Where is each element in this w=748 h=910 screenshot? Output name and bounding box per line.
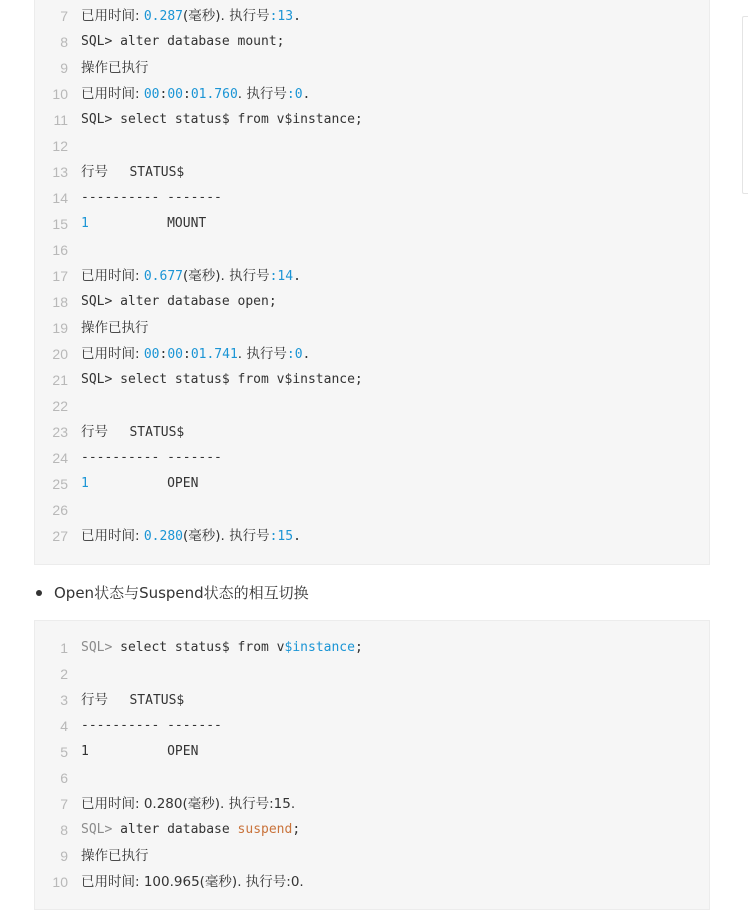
code-token: 0.287: [143, 9, 183, 24]
code-token: 01.741: [190, 347, 238, 362]
line-number: 17: [52, 268, 68, 284]
code-token: 已用时间: 0.280(毫秒). 执行号:15.: [81, 796, 296, 812]
code-line: [35, 635, 709, 661]
code-token: SQL> select status$ from v$instance;: [81, 112, 363, 127]
code-text: [81, 687, 184, 714]
code-token: select status$ from v: [120, 640, 285, 655]
code-line: [35, 211, 709, 237]
line-number: 15: [52, 216, 68, 232]
code-line: [35, 419, 709, 445]
code-line: [35, 523, 709, 549]
code-token: 行号: [81, 164, 130, 180]
line-number: 23: [52, 424, 68, 440]
code-line: [35, 791, 709, 817]
code-token: :15: [269, 529, 294, 544]
code-token: 行号: [81, 424, 130, 440]
code-line: [35, 765, 709, 791]
code-token: alter database: [120, 822, 238, 837]
side-panel-edge: [742, 16, 748, 194]
code-token: ;: [292, 822, 301, 837]
bullet-dot-icon: [36, 590, 42, 596]
code-text: [81, 791, 295, 818]
code-line: [35, 3, 709, 29]
code-token: SQL>: [81, 640, 121, 655]
line-number: 6: [60, 770, 68, 786]
code-token: 已用时间:: [81, 346, 144, 362]
code-text: [81, 471, 198, 497]
code-token: 00: [143, 347, 160, 362]
code-token: .: [302, 87, 311, 102]
code-token: SQL>: [81, 822, 121, 837]
code-line: [35, 341, 709, 367]
line-number: 10: [52, 874, 68, 890]
code-token: 行号: [81, 692, 130, 708]
code-text: [81, 55, 149, 82]
code-line: [35, 315, 709, 341]
code-token: :0: [286, 347, 303, 362]
code-text: [81, 635, 363, 661]
code-token: :: [159, 347, 168, 362]
code-line: [35, 81, 709, 107]
code-line: [35, 817, 709, 843]
code-text: [81, 263, 301, 290]
code-token: 1: [81, 476, 89, 491]
line-number: 14: [52, 190, 68, 206]
code-token: ---------- -------: [81, 450, 222, 465]
code-text: [81, 29, 285, 55]
code-text: [81, 211, 206, 237]
code-line: [35, 185, 709, 211]
code-text: [81, 107, 363, 133]
line-number: 11: [53, 112, 68, 128]
code-token: 00: [167, 87, 183, 102]
code-line: [35, 445, 709, 471]
code-text: [81, 419, 184, 446]
code-line: [35, 289, 709, 315]
code-token: 00: [167, 347, 183, 362]
code-token: suspend: [237, 822, 293, 837]
line-number: 18: [52, 294, 68, 310]
code-line: [35, 263, 709, 289]
code-token: 已用时间:: [81, 8, 144, 24]
code-line: [35, 55, 709, 81]
code-token: . 执行号: [237, 346, 287, 362]
code-block-2: [34, 620, 710, 910]
line-number: 8: [60, 822, 68, 838]
code-token: :: [182, 347, 191, 362]
code-line: [35, 393, 709, 419]
code-line: [35, 133, 709, 159]
code-text: [81, 315, 149, 342]
code-token: ;: [354, 640, 363, 655]
code-token: 操作已执行: [81, 320, 149, 336]
code-text: [81, 843, 149, 870]
code-token: :13: [269, 9, 294, 24]
code-text: [81, 367, 363, 393]
code-line: [35, 237, 709, 263]
code-token: ---------- -------: [81, 190, 222, 205]
code-token: (毫秒). 执行号: [182, 268, 270, 284]
line-number: 2: [60, 666, 68, 682]
code-token: 已用时间:: [81, 268, 144, 284]
line-number: 9: [60, 60, 68, 76]
code-line: [35, 869, 709, 895]
code-line: [35, 367, 709, 393]
code-text: [81, 289, 277, 315]
code-text: [81, 817, 300, 843]
code-token: $instance: [284, 640, 355, 655]
code-line: [35, 687, 709, 713]
code-text: [81, 713, 222, 739]
line-number: 20: [52, 346, 68, 362]
line-number: 8: [60, 34, 68, 50]
code-token: 1: [81, 216, 89, 231]
code-token: 操作已执行: [81, 848, 149, 864]
code-line: [35, 107, 709, 133]
code-line: [35, 843, 709, 869]
code-token: 操作已执行: [81, 60, 149, 76]
code-token: 1 OPEN: [81, 744, 199, 759]
line-number: 24: [52, 450, 68, 466]
bullet-text: Open状态与Suspend状态的相互切换: [54, 584, 309, 602]
line-number: 27: [52, 528, 68, 544]
code-block-1: [34, 0, 710, 565]
code-token: 已用时间:: [81, 528, 144, 544]
code-line: [35, 159, 709, 185]
code-text: [81, 523, 301, 550]
code-text: [81, 869, 304, 896]
code-token: .: [293, 269, 301, 284]
code-text: [81, 445, 222, 471]
code-token: .: [302, 347, 311, 362]
line-number: 5: [60, 744, 68, 760]
line-number: 25: [52, 476, 68, 492]
code-token: STATUS$: [129, 425, 185, 440]
code-token: :: [159, 87, 168, 102]
code-line: [35, 713, 709, 739]
code-token: SQL> alter database open;: [81, 294, 277, 309]
code-line: [35, 497, 709, 523]
code-token: (毫秒). 执行号: [182, 528, 270, 544]
code-line: [35, 29, 709, 55]
code-token: .: [293, 529, 301, 544]
code-line: [35, 471, 709, 497]
line-number: 12: [52, 138, 68, 154]
code-token: STATUS$: [129, 693, 185, 708]
code-text: [81, 81, 310, 108]
code-token: .: [293, 9, 301, 24]
code-token: (毫秒). 执行号: [182, 8, 270, 24]
code-token: 已用时间:: [81, 86, 144, 102]
code-token: ---------- -------: [81, 718, 222, 733]
code-token: STATUS$: [129, 165, 185, 180]
code-token: :14: [269, 269, 294, 284]
line-number: 21: [52, 372, 68, 388]
code-text: [81, 159, 184, 186]
code-token: OPEN: [88, 476, 199, 491]
code-token: MOUNT: [88, 216, 207, 231]
code-token: 0.280: [143, 529, 183, 544]
line-number: 26: [52, 502, 68, 518]
code-line: [35, 739, 709, 765]
code-token: SQL> select status$ from v$instance;: [81, 372, 363, 387]
code-text: [81, 3, 301, 30]
code-token: :0: [286, 87, 303, 102]
line-number: 4: [60, 718, 68, 734]
code-token: 0.677: [143, 269, 183, 284]
code-token: . 执行号: [237, 86, 287, 102]
code-token: 已用时间: 100.965(毫秒). 执行号:0.: [81, 874, 304, 890]
line-number: 19: [52, 320, 68, 336]
code-line: [35, 661, 709, 687]
code-text: [81, 341, 310, 368]
code-token: SQL> alter database mount;: [81, 34, 285, 49]
code-token: 00: [143, 87, 160, 102]
line-number: 10: [52, 86, 68, 102]
line-number: 7: [60, 796, 68, 812]
code-token: 01.760: [190, 87, 238, 102]
line-number: 16: [52, 242, 68, 258]
code-text: [81, 185, 222, 211]
line-number: 7: [60, 8, 68, 24]
line-number: 1: [60, 640, 68, 656]
bullet-list-item: [36, 580, 309, 606]
line-number: 22: [52, 398, 68, 414]
line-number: 13: [52, 164, 68, 180]
code-token: :: [182, 87, 191, 102]
line-number: 9: [60, 848, 68, 864]
line-number: 3: [60, 692, 68, 708]
code-text: [81, 739, 198, 765]
